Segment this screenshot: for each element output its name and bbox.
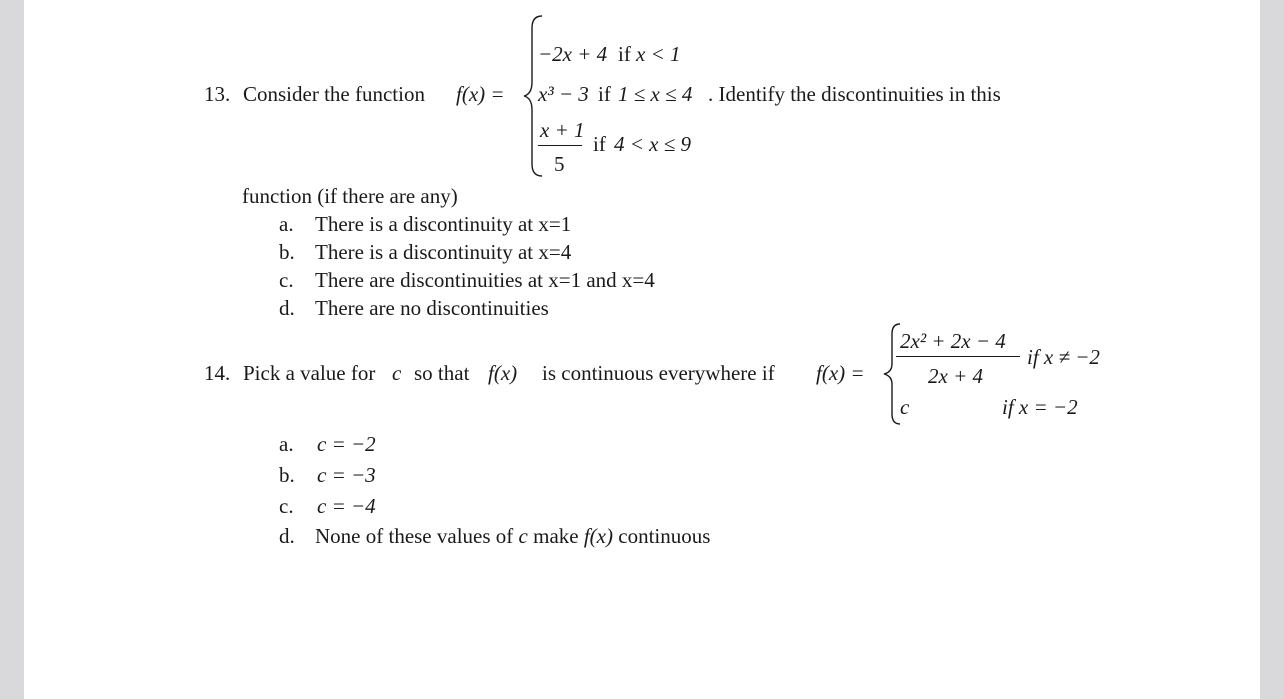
q14-option-c-letter: c. xyxy=(279,494,294,518)
q14-option-d-part2: make xyxy=(533,524,579,548)
q13-case2-cond: 1 ≤ x ≤ 4 xyxy=(618,82,693,106)
q13-option-d-letter: d. xyxy=(279,296,295,320)
q14-number: 14. xyxy=(204,361,231,385)
q14-case1-numerator: 2x² + 2x − 4 xyxy=(900,329,1006,353)
q13-number: 13. xyxy=(204,82,231,106)
q14-option-c-text: c = −4 xyxy=(317,494,376,518)
q14-option-b-text: c = −3 xyxy=(317,463,376,487)
q14-option-d-part1: None of these values of xyxy=(315,524,514,548)
q13-case3-cond: 4 < x ≤ 9 xyxy=(614,132,692,156)
q13-option-c-text: There are discontinuities at x=1 and x=4 xyxy=(315,268,655,292)
q13-option-b-text: There is a discontinuity at x=4 xyxy=(315,240,572,264)
q13-stem-continued: . Identify the discontinuities in this xyxy=(708,82,1001,106)
q14-stem-fx: f(x) xyxy=(488,361,518,385)
q14-option-b-letter: b. xyxy=(279,463,295,487)
q14-function-label: f(x) = xyxy=(816,361,865,385)
q14-case1-fraction-bar xyxy=(896,356,1020,357)
q14-stem-part2: so that xyxy=(414,361,470,385)
q13-option-b-letter: b. xyxy=(279,240,295,264)
q14-case2-expr: c xyxy=(900,395,910,419)
q13-case3-if: if xyxy=(593,132,606,156)
q14-case2-cond: if x = −2 xyxy=(1002,395,1078,419)
q14-case1-denominator: 2x + 4 xyxy=(928,364,983,388)
q13-case3-fraction-bar xyxy=(538,145,582,146)
q14-stem-part1: Pick a value for xyxy=(243,361,376,385)
q14-stem-var-c: c xyxy=(392,361,402,385)
q14-option-d-fx: f(x) xyxy=(583,524,613,548)
q13-stem: Consider the function xyxy=(243,82,425,106)
q14-option-d-part3: continuous xyxy=(618,524,711,548)
q13-option-a-text: There is a discontinuity at x=1 xyxy=(315,212,572,236)
q14-option-d-letter: d. xyxy=(279,524,295,548)
q13-case3-denominator: 5 xyxy=(554,152,565,176)
q13-case1-cond: x < 1 xyxy=(636,42,681,66)
q13-option-d-text: There are no discontinuities xyxy=(315,296,549,320)
document-page xyxy=(24,0,1260,699)
q14-option-a-text: c = −2 xyxy=(317,432,376,456)
q14-option-d-var: c xyxy=(518,524,528,548)
q13-function-label: f(x) = xyxy=(456,82,505,106)
q13-case1-if: if xyxy=(618,42,631,66)
q14-case1-cond: if x ≠ −2 xyxy=(1027,345,1100,369)
q13-case2-if: if xyxy=(598,82,611,106)
q13-option-c-letter: c. xyxy=(279,268,294,292)
q14-option-d-text xyxy=(315,526,710,547)
q14-stem-part3: is continuous everywhere if xyxy=(542,361,775,385)
q14-option-a-letter: a. xyxy=(279,432,294,456)
q13-option-a-letter: a. xyxy=(279,212,294,236)
q13-case1-expr: −2x + 4 xyxy=(538,42,608,66)
q13-case3-numerator: x + 1 xyxy=(540,118,585,142)
q13-stem-line2: function (if there are any) xyxy=(242,184,458,208)
q13-case2-expr: x³ − 3 xyxy=(538,82,589,106)
